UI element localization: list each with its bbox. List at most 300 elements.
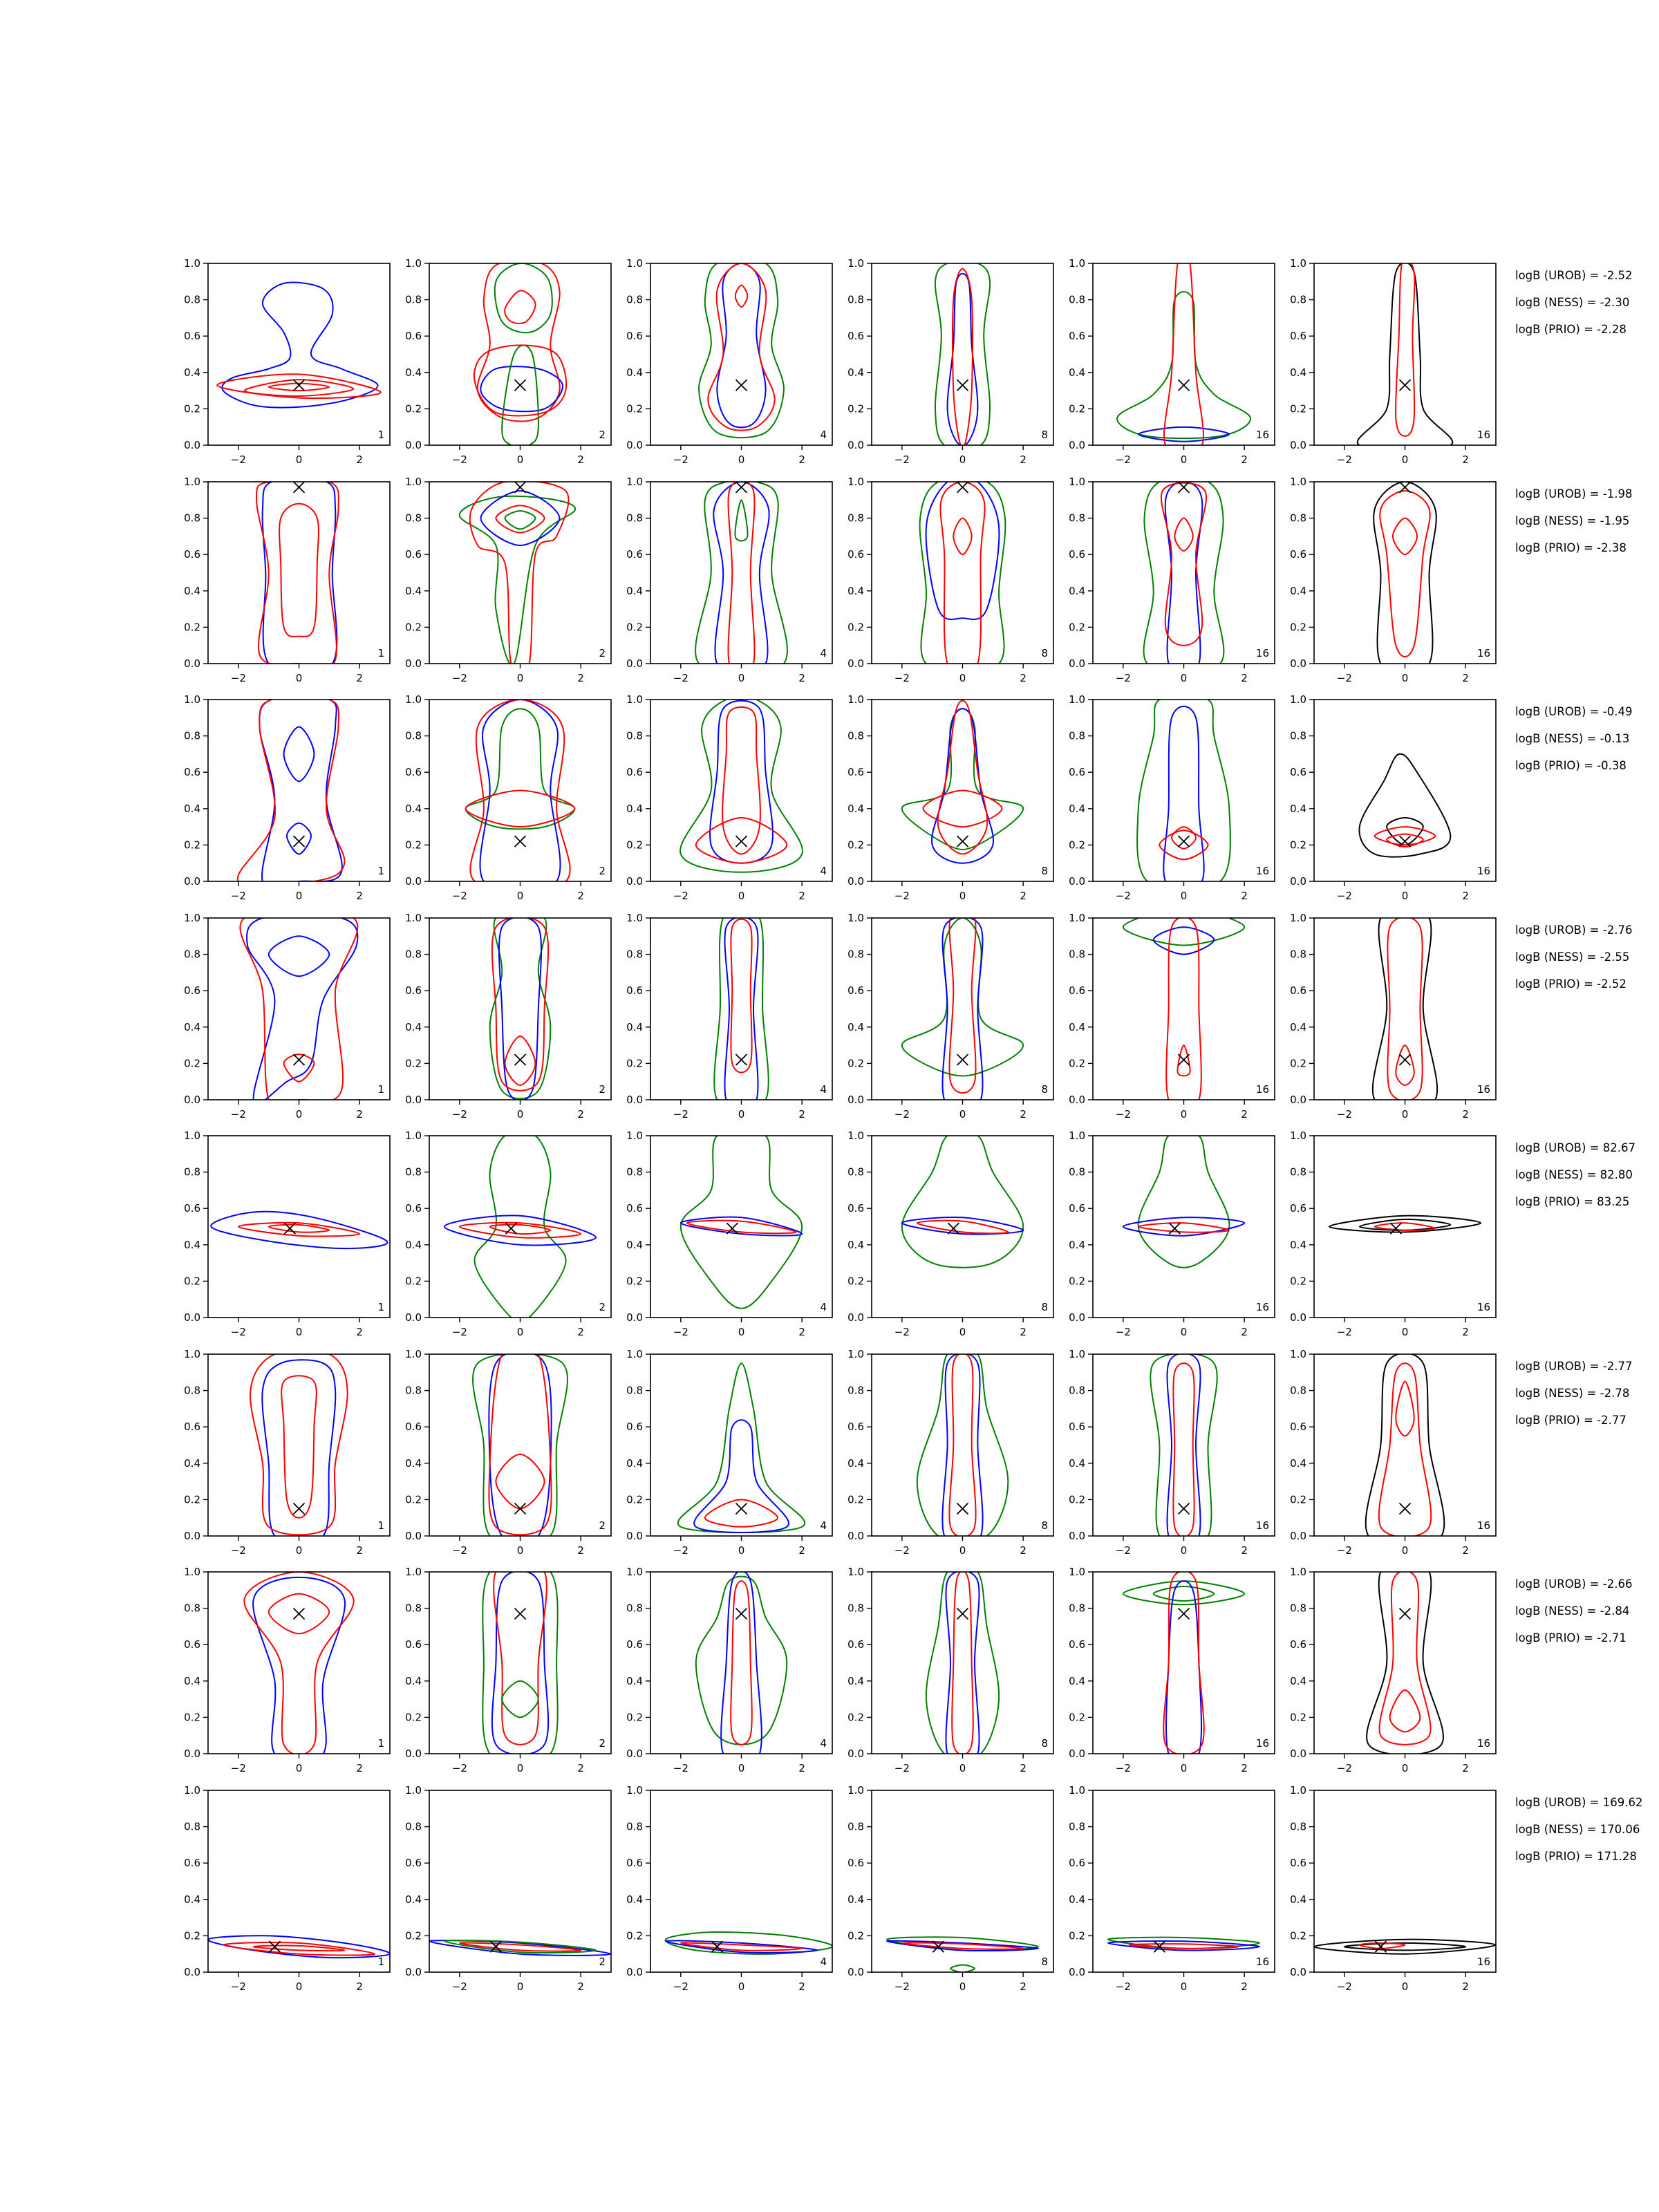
y-tick-label: 0.2	[626, 1711, 643, 1724]
x-tick-label: 0	[959, 1108, 966, 1121]
y-tick-label: 0.6	[847, 1638, 864, 1651]
contour-line-ness	[681, 1943, 802, 1951]
panel-r4-c1	[184, 909, 390, 1121]
logb-annotation: logB (PRIO) = -2.71	[1515, 1631, 1627, 1644]
contour-group	[256, 478, 339, 675]
logb-annotation: logB (NESS) = -2.84	[1515, 1604, 1630, 1618]
y-tick-label: 0.8	[405, 512, 422, 525]
contour-group	[1366, 1353, 1445, 1547]
x-tick-label: −2	[673, 1544, 688, 1557]
x-tick-label: −2	[894, 672, 910, 684]
contour-line-ness	[505, 290, 535, 324]
y-tick-label: 0.6	[847, 548, 864, 561]
y-tick-label: 0.4	[1290, 1674, 1306, 1687]
contour-line-ness	[1387, 917, 1422, 1100]
y-tick-label: 0.0	[1069, 1311, 1085, 1324]
contour-line-ness	[1174, 518, 1192, 551]
y-tick-label: 0.8	[847, 948, 864, 961]
contour-line-urob	[710, 701, 773, 863]
y-tick-label: 0.2	[1290, 838, 1306, 852]
x-tick-label: 2	[577, 1326, 584, 1338]
x-tick-label: 2	[356, 1980, 363, 1993]
y-tick-label: 0.0	[847, 657, 864, 670]
contour-group	[902, 701, 1023, 863]
panel-r7-c6	[1290, 1561, 1496, 1774]
x-tick-label: 0	[1180, 453, 1188, 466]
contour-line-ness	[687, 1221, 796, 1234]
y-tick-label: 0.6	[184, 984, 200, 997]
y-tick-label: 0.0	[626, 1530, 643, 1542]
panel-r8-c6	[1290, 1784, 1496, 1993]
column-label: 8	[1041, 865, 1048, 877]
contour-group	[208, 1936, 390, 1958]
panel-r1-c1	[184, 257, 390, 466]
x-tick-label: 0	[959, 890, 966, 902]
y-tick-label: 0.4	[184, 1020, 200, 1033]
x-tick-label: −2	[451, 890, 467, 902]
y-tick-label: 0.4	[626, 1020, 643, 1033]
x-tick-label: 2	[1241, 1326, 1248, 1338]
axes-frame	[650, 263, 832, 445]
truth-marker	[957, 1054, 968, 1065]
y-tick-label: 0.0	[184, 1311, 200, 1324]
y-tick-label: 0.6	[1290, 1202, 1306, 1215]
contour-line-ness	[731, 1581, 752, 1745]
y-tick-label: 0.4	[847, 366, 864, 379]
contour-line-urob	[926, 476, 1000, 619]
y-tick-label: 0.4	[847, 584, 864, 597]
contour-line-ness	[245, 379, 354, 396]
x-tick-label: 2	[356, 1544, 363, 1557]
contour-line-urob	[1166, 1581, 1201, 1765]
y-tick-label: 0.4	[184, 1893, 200, 1906]
contour-group	[695, 480, 787, 675]
x-tick-label: 2	[356, 1326, 363, 1338]
truth-marker	[515, 1503, 526, 1515]
axes-frame	[208, 1572, 390, 1754]
y-tick-label: 0.8	[1290, 512, 1306, 525]
x-tick-label: 0	[1401, 672, 1409, 684]
y-tick-label: 0.4	[1290, 584, 1306, 597]
axes-frame	[1093, 700, 1275, 881]
contour-group	[1117, 250, 1250, 454]
panel-r3-c2	[405, 693, 611, 902]
x-tick-label: 0	[295, 1762, 303, 1774]
y-tick-label: 0.2	[1069, 1711, 1085, 1724]
y-tick-label: 0.0	[184, 1966, 200, 1978]
y-tick-label: 0.0	[626, 1747, 643, 1760]
y-tick-label: 0.0	[184, 1094, 200, 1106]
contour-group	[680, 696, 803, 872]
truth-marker	[1400, 1503, 1411, 1515]
y-tick-label: 0.8	[184, 293, 200, 306]
y-tick-label: 0.4	[847, 1238, 864, 1251]
truth-marker	[957, 482, 968, 493]
panel-r8-c1	[184, 1784, 390, 1993]
panel-r5-c4	[847, 1130, 1053, 1338]
truth-marker	[1179, 836, 1190, 847]
panel-r3-c4	[847, 693, 1053, 902]
contour-line-ness	[1393, 518, 1417, 555]
contour-group	[1373, 907, 1437, 1112]
column-label: 16	[1477, 1956, 1490, 1968]
y-tick-label: 0.2	[405, 1493, 422, 1506]
panel-r8-c3	[626, 1784, 832, 1993]
y-tick-label: 0.4	[405, 584, 422, 597]
contour-line-combined	[1360, 1219, 1451, 1230]
y-tick-label: 0.4	[184, 366, 200, 379]
truth-marker	[957, 836, 968, 847]
contour-line-urob	[942, 1353, 982, 1547]
contour-group	[714, 907, 768, 1112]
logb-annotation: logB (UROB) = -2.66	[1515, 1577, 1633, 1591]
x-tick-label: −2	[230, 1980, 246, 1993]
y-tick-label: 1.0	[1069, 1784, 1085, 1797]
y-tick-label: 0.4	[1290, 366, 1306, 379]
x-tick-label: 2	[1020, 1326, 1027, 1338]
x-tick-label: 2	[1020, 1544, 1027, 1557]
y-tick-label: 0.2	[405, 838, 422, 852]
x-tick-label: 0	[959, 453, 966, 466]
logb-annotation: logB (UROB) = -2.76	[1515, 924, 1633, 937]
contour-line-prio	[1150, 1353, 1217, 1547]
column-label: 2	[599, 1083, 606, 1096]
truth-marker	[294, 1054, 305, 1065]
x-tick-label: −2	[451, 1980, 467, 1993]
y-tick-label: 0.8	[184, 1602, 200, 1615]
contour-line-prio	[502, 1681, 538, 1718]
logb-annotation: logB (NESS) = 82.80	[1515, 1168, 1633, 1181]
y-tick-label: 0.4	[1290, 1893, 1306, 1906]
panel-r5-c2	[405, 1130, 611, 1338]
axes-frame	[1093, 482, 1275, 664]
y-tick-label: 0.8	[1290, 948, 1306, 961]
logb-annotation: logB (PRIO) = -2.38	[1515, 541, 1627, 554]
y-tick-label: 0.0	[1069, 1530, 1085, 1542]
truth-marker	[294, 482, 305, 493]
column-label: 1	[377, 1956, 384, 1968]
logb-annotation: logB (UROB) = -1.98	[1515, 487, 1633, 500]
x-tick-label: 0	[516, 890, 524, 902]
column-label: 8	[1041, 1083, 1048, 1096]
truth-marker	[736, 836, 747, 847]
x-tick-label: −2	[673, 1326, 688, 1338]
x-tick-label: 2	[1462, 1326, 1469, 1338]
y-tick-label: 1.0	[847, 476, 864, 488]
x-tick-label: 0	[1180, 672, 1188, 684]
x-tick-label: 2	[1020, 453, 1027, 466]
y-tick-label: 0.0	[405, 1530, 422, 1542]
y-tick-label: 0.2	[626, 1275, 643, 1288]
x-tick-label: 2	[798, 672, 805, 684]
y-tick-label: 0.8	[626, 512, 643, 525]
contour-line-urob	[932, 709, 993, 863]
y-tick-label: 1.0	[626, 693, 643, 706]
y-tick-label: 0.8	[1290, 1602, 1306, 1615]
y-tick-label: 0.6	[626, 330, 643, 343]
column-label: 16	[1255, 1301, 1269, 1313]
contour-line-urob	[724, 917, 758, 1111]
panel-r7-c1	[184, 1566, 390, 1774]
y-tick-label: 0.2	[626, 1057, 643, 1070]
y-tick-label: 0.0	[1290, 657, 1306, 670]
axes-frame	[429, 1572, 611, 1754]
y-tick-label: 1.0	[405, 693, 422, 706]
x-tick-label: 2	[798, 1108, 805, 1121]
y-tick-label: 0.4	[626, 1893, 643, 1906]
y-tick-label: 0.0	[405, 1966, 422, 1978]
y-tick-label: 0.4	[847, 1020, 864, 1033]
contour-group	[474, 261, 566, 448]
column-label: 2	[599, 1737, 606, 1750]
contour-line-prio	[696, 1577, 787, 1745]
contour-group	[460, 480, 575, 677]
contour-line-ness	[1379, 1363, 1431, 1537]
y-tick-label: 0.6	[1290, 1857, 1306, 1870]
x-tick-label: 2	[1241, 1108, 1248, 1121]
y-tick-label: 1.0	[626, 1566, 643, 1578]
contour-line-ness	[1396, 1382, 1414, 1436]
y-tick-label: 1.0	[184, 1130, 200, 1142]
y-tick-label: 0.2	[1290, 1493, 1306, 1506]
panel-r5-c3	[626, 1129, 832, 1338]
x-tick-label: −2	[673, 672, 688, 684]
y-tick-label: 0.8	[626, 1384, 643, 1397]
contour-line-ness	[952, 1571, 973, 1754]
logb-annotation: logB (UROB) = -2.77	[1515, 1360, 1633, 1373]
panel-r6-c3	[626, 1348, 832, 1557]
y-tick-label: 1.0	[184, 1784, 200, 1797]
y-tick-label: 0.2	[1069, 1493, 1085, 1506]
y-tick-label: 0.8	[184, 1820, 200, 1833]
y-tick-label: 0.0	[847, 1094, 864, 1106]
contour-group	[217, 283, 381, 408]
contour-line-ness	[1380, 491, 1430, 657]
panel-r2-c6	[1290, 476, 1496, 684]
contour-line-ness	[470, 700, 570, 890]
panel-r8-c5	[1069, 1784, 1275, 1993]
x-tick-label: 0	[295, 1108, 303, 1121]
y-tick-label: 0.2	[1069, 621, 1085, 634]
y-tick-label: 0.8	[626, 293, 643, 306]
truth-marker	[1179, 379, 1190, 391]
x-tick-label: 2	[798, 1326, 805, 1338]
contour-line-ness	[705, 1499, 778, 1526]
y-tick-label: 0.6	[847, 1421, 864, 1434]
y-tick-label: 0.6	[1069, 766, 1085, 779]
x-tick-label: −2	[894, 1544, 910, 1557]
x-tick-label: −2	[451, 1544, 467, 1557]
contour-line-urob	[1163, 706, 1203, 890]
x-tick-label: 0	[959, 1762, 966, 1774]
x-tick-label: 2	[1241, 1980, 1248, 1993]
logb-annotation: logB (NESS) = 170.06	[1515, 1823, 1640, 1836]
y-tick-label: 0.4	[1069, 1456, 1085, 1470]
axes-frame	[1093, 263, 1275, 445]
x-tick-label: −2	[1115, 453, 1131, 466]
truth-marker	[294, 379, 305, 391]
y-tick-label: 0.8	[847, 293, 864, 306]
y-tick-label: 1.0	[184, 257, 200, 270]
contour-line-ness	[1161, 483, 1206, 646]
x-tick-label: 0	[738, 672, 745, 684]
contour-line-urob	[1167, 1353, 1200, 1547]
x-tick-label: 0	[738, 1544, 745, 1557]
x-tick-label: 0	[295, 453, 303, 466]
x-tick-label: −2	[1336, 453, 1352, 466]
y-tick-label: 0.2	[405, 1929, 422, 1942]
y-tick-label: 0.2	[405, 621, 422, 634]
x-tick-label: 0	[1401, 1544, 1409, 1557]
y-tick-label: 0.0	[184, 657, 200, 670]
y-tick-label: 0.0	[847, 1311, 864, 1324]
x-tick-label: 0	[738, 1980, 745, 1993]
y-tick-label: 0.0	[847, 1747, 864, 1760]
y-tick-label: 0.2	[1290, 1057, 1306, 1070]
truth-marker	[515, 836, 526, 847]
y-tick-label: 0.6	[1290, 984, 1306, 997]
contour-line-urob	[717, 263, 765, 427]
x-tick-label: 0	[959, 672, 966, 684]
contour-line-ness	[1173, 1363, 1194, 1537]
y-tick-label: 1.0	[1290, 912, 1306, 924]
y-tick-label: 1.0	[405, 912, 422, 924]
y-tick-label: 0.0	[1069, 1094, 1085, 1106]
y-tick-label: 0.2	[626, 1929, 643, 1942]
x-tick-label: 2	[798, 1980, 805, 1993]
contour-line-prio	[505, 511, 536, 529]
y-tick-label: 0.0	[1290, 1311, 1306, 1324]
x-tick-label: 2	[577, 1980, 584, 1993]
column-label: 2	[599, 1301, 606, 1313]
y-tick-label: 1.0	[1290, 257, 1306, 270]
y-tick-label: 0.2	[184, 1493, 200, 1506]
y-tick-label: 0.6	[1069, 1202, 1085, 1215]
y-tick-label: 0.6	[184, 1857, 200, 1870]
truth-marker	[736, 1054, 747, 1065]
contour-line-prio	[1117, 292, 1250, 438]
x-tick-label: −2	[1336, 672, 1352, 684]
y-tick-label: 1.0	[184, 912, 200, 924]
axes-frame	[1314, 482, 1496, 664]
x-tick-label: −2	[1115, 1326, 1131, 1338]
y-tick-label: 0.8	[1069, 1165, 1085, 1179]
y-tick-label: 1.0	[1290, 1348, 1306, 1360]
contour-group	[1123, 1131, 1244, 1267]
contour-line-urob	[721, 1571, 762, 1765]
y-tick-label: 0.4	[405, 1020, 422, 1033]
contour-line-combined	[1366, 1353, 1445, 1547]
y-tick-label: 0.8	[847, 1602, 864, 1615]
contour-line-prio	[473, 1353, 568, 1547]
contour-group	[466, 700, 575, 892]
y-tick-label: 1.0	[847, 1348, 864, 1360]
y-tick-label: 0.0	[626, 1311, 643, 1324]
contour-group	[926, 1565, 999, 1765]
contour-group	[696, 1571, 787, 1765]
column-label: 8	[1041, 1737, 1048, 1750]
x-tick-label: −2	[1115, 672, 1131, 684]
y-tick-label: 0.8	[1290, 729, 1306, 742]
y-tick-label: 0.6	[405, 330, 422, 343]
x-tick-label: 2	[798, 1762, 805, 1774]
x-tick-label: 2	[1462, 453, 1469, 466]
column-label: 8	[1041, 1956, 1048, 1968]
y-tick-label: 1.0	[847, 693, 864, 706]
truth-marker	[736, 482, 747, 493]
contour-line-ness	[281, 1376, 317, 1517]
axes-frame	[650, 1572, 832, 1754]
y-tick-label: 0.4	[1069, 1674, 1085, 1687]
column-label: 16	[1255, 429, 1269, 441]
panel-r2-c4	[847, 476, 1053, 684]
x-tick-label: 0	[1401, 1326, 1409, 1338]
column-label: 4	[820, 1519, 827, 1532]
contour-line-combined	[1314, 1940, 1496, 1954]
contour-group	[1123, 909, 1244, 1112]
contour-line-ness	[949, 909, 975, 1093]
y-tick-label: 1.0	[626, 1784, 643, 1797]
contour-group	[902, 1131, 1023, 1267]
contour-line-prio	[1138, 1131, 1230, 1267]
y-tick-label: 0.0	[626, 1966, 643, 1978]
axes-frame	[650, 1136, 832, 1318]
contour-line-ness	[256, 479, 339, 668]
contour-line-prio	[474, 1131, 565, 1324]
contour-group	[887, 1937, 1038, 1972]
x-tick-label: −2	[451, 672, 467, 684]
y-tick-label: 0.6	[405, 1638, 422, 1651]
y-tick-label: 1.0	[626, 476, 643, 488]
x-tick-label: 2	[1462, 1762, 1469, 1774]
y-tick-label: 0.0	[405, 439, 422, 451]
contour-group	[482, 1561, 558, 1765]
contour-line-prio	[460, 496, 575, 666]
y-tick-label: 0.4	[847, 802, 864, 815]
x-tick-label: −2	[230, 1762, 246, 1774]
y-tick-label: 0.2	[1069, 1275, 1085, 1288]
column-label: 4	[820, 1956, 827, 1968]
contour-line-ness	[490, 1225, 551, 1235]
x-tick-label: 2	[577, 1762, 584, 1774]
contour-line-combined	[1374, 482, 1436, 675]
x-tick-label: 0	[1180, 1326, 1188, 1338]
axes-frame	[1314, 1572, 1496, 1754]
x-tick-label: 0	[1180, 1980, 1188, 1993]
y-tick-label: 0.8	[847, 512, 864, 525]
y-tick-label: 0.0	[184, 1530, 200, 1542]
contour-line-ness	[1164, 250, 1203, 454]
y-tick-label: 0.6	[1069, 1857, 1085, 1870]
contour-line-prio	[735, 500, 748, 541]
y-tick-label: 1.0	[405, 1130, 422, 1142]
x-tick-label: 0	[1401, 1108, 1409, 1121]
logb-annotation: logB (PRIO) = -2.77	[1515, 1414, 1627, 1427]
axes-frame	[650, 482, 832, 664]
y-tick-label: 0.6	[405, 984, 422, 997]
contour-group	[1150, 1353, 1217, 1547]
contour-line-urob	[253, 1577, 345, 1763]
contour-line-ness	[1375, 827, 1436, 845]
y-tick-label: 0.4	[405, 1674, 422, 1687]
y-tick-label: 1.0	[626, 1348, 643, 1360]
panel-r5-c6	[1290, 1130, 1496, 1338]
axes-frame	[208, 1136, 390, 1318]
y-tick-label: 0.2	[626, 838, 643, 852]
contour-line-prio	[466, 709, 575, 829]
axes-frame	[872, 263, 1053, 445]
contour-line-combined	[1358, 262, 1453, 449]
